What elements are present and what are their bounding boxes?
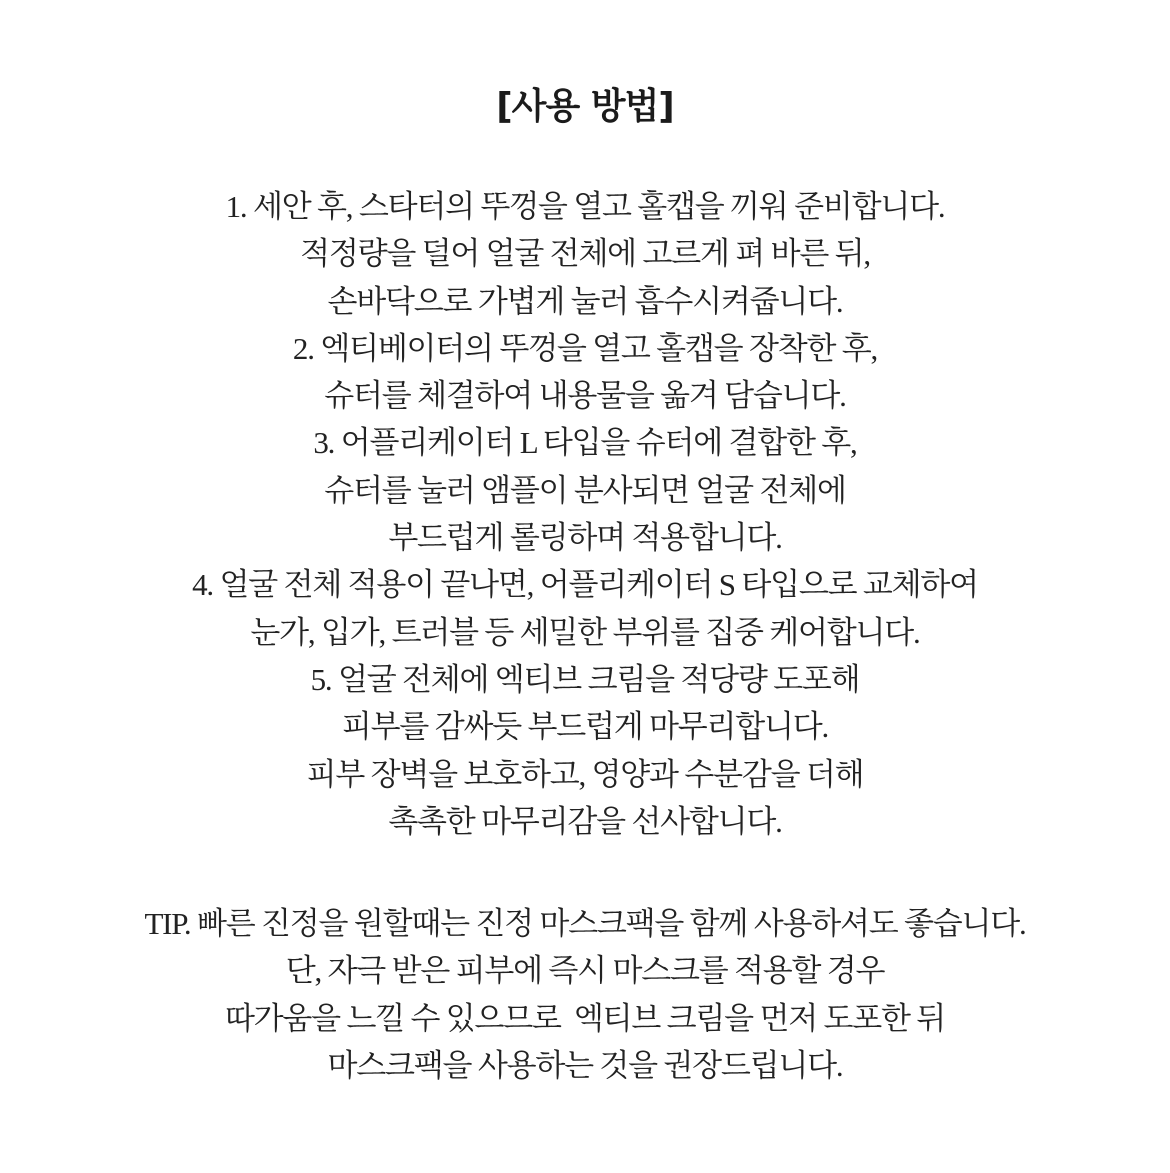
step-line: 손바닥으로 가볍게 눌러 흡수시켜줍니다. — [327, 283, 843, 319]
step-line: 4. 얼굴 전체 적용이 끝나면, 어플리케이터 S 타입으로 교체하여 — [192, 567, 978, 603]
step-line: 5. 얼굴 전체에 엑티브 크림을 적당량 도포해 — [310, 661, 860, 697]
usage-steps — [0, 183, 1170, 845]
step-line: 1. 세안 후, 스타터의 뚜껑을 열고 홀캡을 끼워 준비합니다. — [225, 189, 945, 224]
step-line: 피부 장벽을 보호하고, 영양과 수분감을 더해 — [306, 756, 864, 792]
tip-line: TIP. 빠른 진정을 원할때는 진정 마스크팩을 함께 사용하셔도 좋습니다. — [144, 906, 1026, 941]
step-line: 촉촉한 마무리감을 선사합니다. — [388, 803, 782, 839]
step-line: 슈터를 체결하여 내용물을 옮겨 담습니다. — [324, 378, 846, 414]
tip-section — [0, 900, 1170, 1089]
page-title: [사용 방법] — [496, 86, 674, 127]
tip-line: 단, 자극 받은 피부에 즉시 마스크를 적용할 경우 — [285, 953, 885, 989]
step-line: 2. 엑티베이터의 뚜껑을 열고 홀캡을 장착한 후, — [292, 330, 878, 366]
tip-line: 따가움을 느낄 수 있으므로 엑티브 크림을 먼저 도포한 뒤 — [224, 1000, 946, 1036]
step-line: 눈가, 입가, 트러블 등 세밀한 부위를 집중 케어합니다. — [250, 614, 920, 650]
step-line: 3. 어플리케이터 L 타입을 슈터에 결합한 후, — [313, 425, 857, 461]
step-line: 부드럽게 롤링하며 적용합니다. — [388, 520, 782, 556]
step-line: 슈터를 눌러 앰플이 분사되면 얼굴 전체에 — [324, 472, 846, 508]
step-line: 적정량을 덜어 얼굴 전체에 고르게 펴 바른 뒤, — [300, 236, 870, 272]
tip-line: 마스크팩을 사용하는 것을 권장드립니다. — [327, 1047, 843, 1083]
step-line: 피부를 감싸듯 부드럽게 마무리합니다. — [341, 709, 829, 745]
